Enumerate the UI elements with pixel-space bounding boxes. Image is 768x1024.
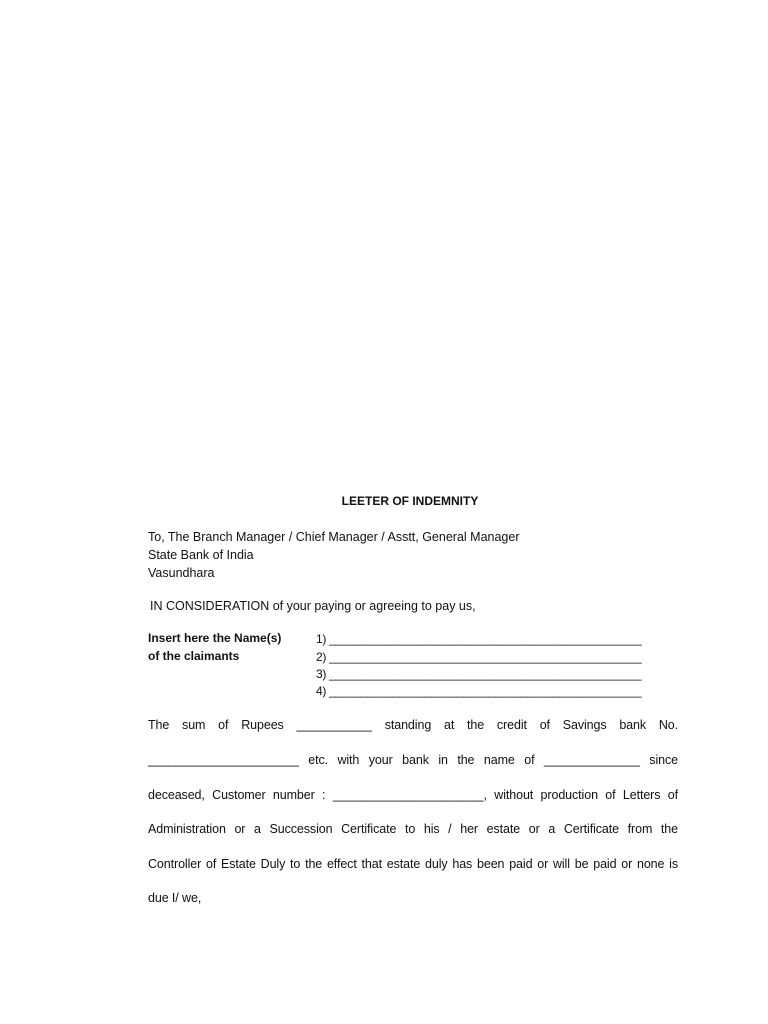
paragraph-line-1: The sum of Rupees ___________ standing at the credit of Savings bank No. (148, 718, 678, 732)
document-title: LEETER OF INDEMNITY (341, 494, 479, 508)
claimant-blank-3: 3) _________________________________________________ (316, 667, 642, 681)
claimant-blank-2: 2) _________________________________________________ (316, 650, 642, 664)
claimant-blank-4: 4) _________________________________________________ (316, 684, 642, 698)
paragraph-line-2: ______________________ etc. with your bank in the name of ______________ since (148, 753, 678, 767)
paragraph-line-6: due I/ we, (148, 891, 202, 905)
address-line-bank: State Bank of India (148, 548, 254, 562)
paragraph-line-4: Administration or a Succession Certificate to his / her estate or a Certificate from the (148, 822, 678, 836)
address-line-recipient: To, The Branch Manager / Chief Manager / Asstt, General Manager (148, 530, 520, 544)
claimant-blank-1: 1) _________________________________________________ (316, 632, 642, 646)
claimants-label-line-2: of the claimants (148, 649, 240, 663)
paragraph-line-3: deceased, Customer number : ______________________, without production of Letters of (148, 788, 678, 802)
address-line-branch: Vasundhara (148, 566, 215, 580)
claimants-label-line-1: Insert here the Name(s) (148, 631, 282, 645)
paragraph-line-5: Controller of Estate Duly to the effect that estate duly has been paid or will be paid or none is (148, 857, 678, 871)
consideration-text: IN CONSIDERATION of your paying or agreeing to pay us, (150, 599, 476, 613)
